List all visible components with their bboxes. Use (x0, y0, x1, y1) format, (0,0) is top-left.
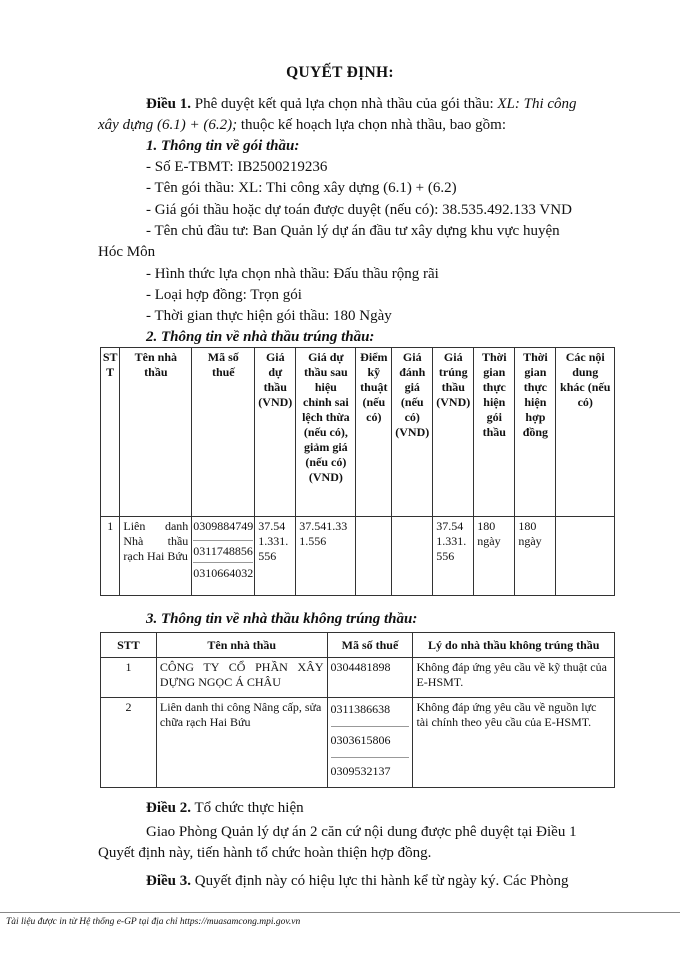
column-header: Mã số thuế (192, 348, 255, 517)
table-row (101, 658, 615, 698)
column-header: STT (101, 348, 120, 517)
section-1-item: - Tên chủ đầu tư: Ban Quản lý dự án đầu tư xây dựng khu vực huyện (146, 223, 560, 239)
footer-note: Tài liệu được in từ Hệ thống e-GP tại địa chỉ https://muasamcong.mpi.gov.vn (6, 917, 301, 927)
column-header: Giá dự thầu sau hiệu chỉnh sai lệch thừa (nếu có), giảm giá (nếu có) (VND) (296, 348, 356, 517)
column-header: Thời gian thực hiện hợp đồng (515, 348, 556, 517)
article-2-label: Điều 2. (146, 800, 191, 816)
winning-contractor-table (100, 347, 615, 596)
row-stt: 2 (101, 698, 157, 788)
tax-code: 0311748856 (193, 540, 253, 559)
section-1-heading: 1. Thông tin về gói thầu: (146, 138, 300, 154)
evaluated-price (392, 517, 433, 596)
contractor-name: CÔNG TY CỔ PHẦN XÂY DỰNG NGỌC Á CHÂU (156, 658, 327, 698)
section-2-heading: 2. Thông tin về nhà thầu trúng thầu: (146, 329, 375, 345)
article-2-text: Quyết định này, tiến hành tổ chức hoàn thiện hợp đồng. (98, 845, 432, 861)
article-1-line-1: Điều 1. Phê duyệt kết quả lựa chọn nhà thầu của gói thầu: XL: Thi công (146, 96, 577, 112)
column-header: Mã số thuế (327, 633, 413, 658)
section-1-item: - Số E-TBMT: IB2500219236 (146, 159, 328, 175)
column-header: Tên nhà thầu (156, 633, 327, 658)
tax-code: 0311386638 (330, 702, 391, 716)
article-2-line: Điều 2. Tổ chức thực hiện (146, 800, 304, 816)
table-row (101, 517, 615, 596)
bid-price: 37.541.331.556 (255, 517, 296, 596)
column-header: STT (101, 633, 157, 658)
column-header: Các nội dung khác (nếu có) (556, 348, 615, 517)
tax-code: 0304481898 (327, 658, 413, 698)
section-1-item: - Tên gói thầu: XL: Thi công xây dựng (6.1) + (6.2) (146, 180, 457, 196)
column-header: Tên nhà thầu (120, 348, 192, 517)
technical-score (356, 517, 392, 596)
contract-duration: 180 ngày (515, 517, 556, 596)
tax-code: 0309884749 (193, 519, 254, 533)
article-2-text: Giao Phòng Quản lý dự án 2 căn cứ nội dung được phê duyệt tại Điều 1 (146, 824, 577, 840)
tax-code: 0310664032 (193, 562, 253, 581)
tax-code: 0303615806 (331, 726, 410, 754)
decision-title: QUYẾT ĐỊNH: (286, 64, 394, 81)
article-3-line: Điều 3. Quyết định này có hiệu lực thi hành kể từ ngày ký. Các Phòng (146, 873, 569, 889)
adjusted-price: 37.541.331.556 (296, 517, 356, 596)
column-header: Giá đánh giá (nếu có) (VND) (392, 348, 433, 517)
footer-divider (0, 912, 680, 913)
table-header-row (101, 633, 615, 658)
rejection-reason: Không đáp ứng yêu cầu về kỹ thuật của E-HSMT. (413, 658, 615, 698)
rejection-reason: Không đáp ứng yêu cầu về nguồn lực tài chính theo yêu cầu của E-HSMT. (413, 698, 615, 788)
section-1-item: Hóc Môn (98, 244, 156, 260)
section-3-heading: 3. Thông tin về nhà thầu không trúng thầu: (146, 611, 418, 627)
article-3-label: Điều 3. (146, 873, 191, 889)
section-1-item: - Thời gian thực hiện gói thầu: 180 Ngày (146, 308, 392, 324)
section-1-item: - Loại hợp đồng: Trọn gói (146, 287, 302, 303)
row-stt: 1 (101, 658, 157, 698)
tax-code: 0309532137 (331, 757, 410, 779)
tax-codes (192, 517, 255, 596)
other-content (556, 517, 615, 596)
contractor-name: Liên danh thi công Nâng cấp, sửa chữa rạch Hai Bứu (156, 698, 327, 788)
section-1-item: - Giá gói thầu hoặc dự toán được duyệt (nếu có): 38.535.492.133 VND (146, 202, 572, 218)
contractor-name: Liên danh Nhà thầu rạch Hai Bứu (120, 517, 192, 596)
row-stt: 1 (101, 517, 120, 596)
column-header: Điểm kỹ thuật (nếu có) (356, 348, 392, 517)
column-header: Giá trúng thầu (VND) (433, 348, 474, 517)
column-header: Giá dự thầu (VND) (255, 348, 296, 517)
article-1-line-2: xây dựng (6.1) + (6.2); thuộc kế hoạch lựa chọn nhà thầu, bao gồm: (98, 117, 506, 133)
table-header-row (101, 348, 615, 517)
article-1-label: Điều 1. (146, 96, 191, 112)
package-duration: 180 ngày (474, 517, 515, 596)
losing-contractor-table (100, 632, 615, 788)
section-1-item: - Hình thức lựa chọn nhà thầu: Đấu thầu rộng rãi (146, 266, 439, 282)
table-row (101, 698, 615, 788)
column-header: Lý do nhà thầu không trúng thầu (413, 633, 615, 658)
winning-price: 37.541.331.556 (433, 517, 474, 596)
tax-codes (327, 698, 413, 788)
column-header: Thời gian thực hiện gói thầu (474, 348, 515, 517)
